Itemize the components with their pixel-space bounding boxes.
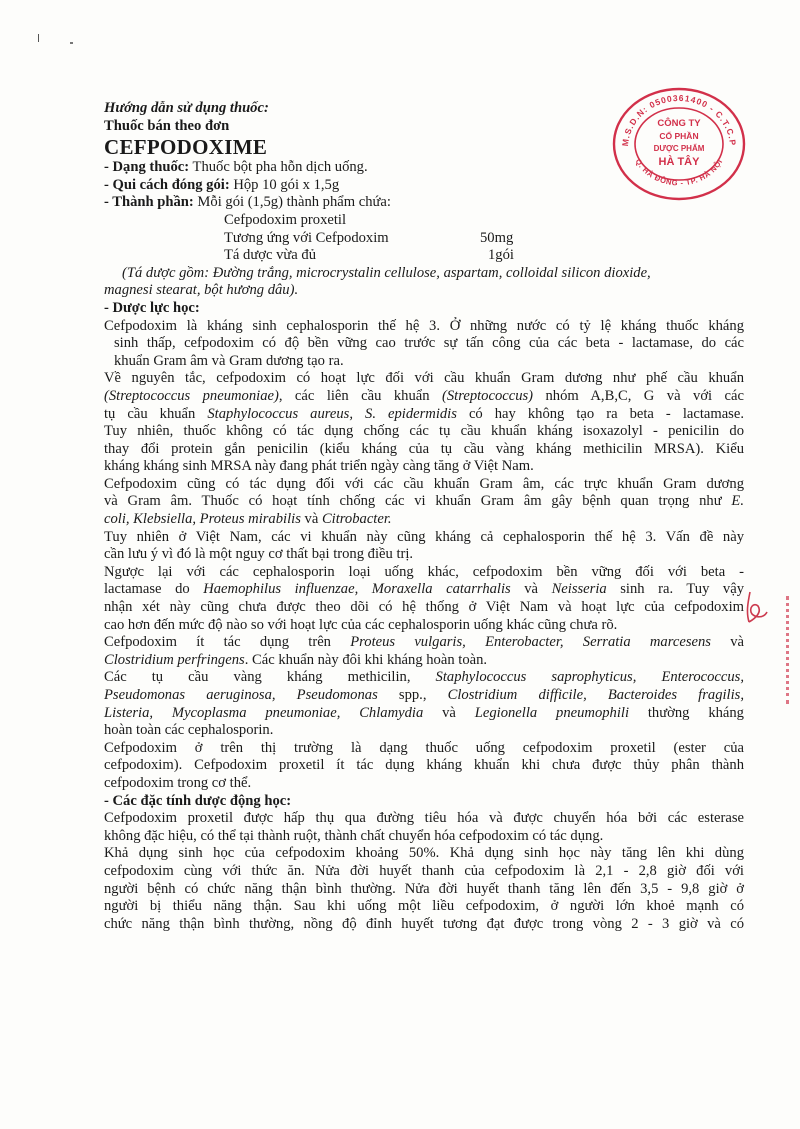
stamp-top-text: M.S.D.N: 0500361400 - C.T.C.P: [619, 92, 739, 147]
packaging-line: [104, 177, 744, 195]
species-name: E.: [731, 493, 744, 510]
species-name: Proteus vulgaris, Enterobacter, Serratia marcesens: [350, 634, 711, 651]
paragraph-line: Cefpodoxim là kháng sinh cephalosporin thế hệ 3. Ở những nước có tỷ lệ kháng thuốc kháng: [104, 317, 744, 334]
paragraph-line: cefpodoxim cùng với thức ăn. Nửa đời huyết thanh của cefpodoxim là 2,1 - 2,8 giờ đối với: [104, 862, 744, 879]
dosage-form-value: Thuốc bột pha hỗn dịch uống.: [189, 159, 368, 176]
composition-item: [104, 212, 744, 230]
heading-usage-guide: Hướng dẫn sử dụng thuốc:: [104, 100, 269, 116]
text-run: . Các khuẩn này đôi khi kháng hoàn toàn.: [244, 651, 488, 668]
scan-mark: [38, 34, 39, 42]
species-name: Citrobacter.: [321, 511, 392, 528]
paragraph-line: cần lưu ý vì đó là một nguy cơ thất bại trong điều trị.: [104, 546, 414, 563]
paragraph-line: hoàn toàn các cephalosporin.: [104, 722, 274, 739]
species-name: Clostridium difficile, Bacteroides fragilis,: [447, 687, 744, 703]
paragraph-line: chức năng thận bình thường, nồng độ đỉnh huyết tương đạt được trong vòng 2 - 3 giờ và có: [104, 915, 744, 932]
paragraph-line: [104, 652, 744, 670]
dosage-form-line: [104, 159, 744, 177]
handwritten-initial-mark: [740, 588, 770, 628]
excipients-line: magnesi stearat, bột hương dâu).: [104, 282, 299, 299]
paragraph-line: [104, 669, 744, 687]
species-name: Pseudomonas aeruginosa, Pseudomonas: [104, 687, 378, 703]
text-run: spp.,: [377, 687, 448, 703]
paragraph-line: [104, 687, 744, 705]
excipients-line: (Tá dược gồm: Đường trắng, microcrystalin cellulose, aspartam, colloidal silicon dioxide,: [122, 264, 651, 281]
paragraph-line: người bị thiểu năng thận. Sau khi uống một liều cefpodoxim, ở người lớn khoẻ mạnh có: [104, 898, 744, 915]
species-name: Haemophilus influenzae, Moraxella catarrhalis: [203, 581, 511, 598]
composition-value: Mỗi gói (1,5g) thành phẩm chứa:: [193, 194, 391, 211]
paragraph-line: Cefpodoxim cũng có tác dụng đối với các cầu khuẩn Gram âm, các trực khuẩn Gram dương: [104, 475, 744, 492]
paragraph-line: [104, 634, 744, 652]
drug-title: CEFPODOXIME: [104, 135, 268, 160]
paragraph-line: Về nguyên tắc, cefpodoxim có hoạt lực đối với cầu khuẩn Gram dương như phế cầu khuẩn: [104, 370, 744, 387]
species-name: Listeria, Mycoplasma pneumoniae, Chlamydia: [104, 704, 424, 721]
stamp-line2: CỔ PHẦN: [659, 131, 699, 141]
packaging-value: Hộp 10 gói x 1,5g: [229, 176, 340, 193]
text-run: và: [710, 634, 744, 651]
paragraph-line: cefpodoxim trong cơ thể.: [104, 774, 252, 791]
paragraph-line: khuẩn Gram âm và Gram dương tạo ra.: [114, 352, 344, 369]
dosage-form-label: - Dạng thuốc:: [104, 159, 190, 176]
paragraph-line: nhận xét này cũng chưa được theo dõi có hệ thống ở Việt Nam và hoạt lực của cefpodoxim: [104, 599, 744, 616]
text-run: lactamase do: [104, 581, 204, 598]
species-name: coli, Klebsiella, Proteus mirabilis: [104, 511, 301, 528]
paragraph-line: [104, 705, 744, 723]
paragraph-line: không đặc hiệu, có thể tại thành ruột, thành chất chuyển hóa cefpodoxim có tác dụng.: [104, 827, 604, 844]
paragraph-line: người bệnh có chức năng thận bình thường. Nửa đời huyết thanh tăng lên đến 3,5 - 9,8 giờ ở: [104, 880, 744, 897]
text-run: và Gram âm. Thuốc có hoạt tính chống các vi khuẩn Gram âm gây bệnh quan trọng như: [104, 493, 732, 510]
document-body: [104, 100, 744, 933]
scan-mark: [70, 42, 73, 44]
species-name: Staphylococcus saprophyticus, Enterococcus,: [435, 669, 744, 686]
text-run: và: [510, 581, 552, 598]
species-name: Neisseria: [551, 581, 607, 598]
paragraph-line: Tuy nhiên, thuốc không có tác dụng chống các tụ cầu khuẩn kháng isoxazolyl - penicilin do: [104, 423, 744, 440]
composition-line: [104, 194, 744, 212]
paragraph-line: cefpodoxim). Cefpodoxim proxetil ít tác dụng kháng khuẩn khi chưa được thủy phân thành: [104, 757, 744, 774]
composition-item-name: Cefpodoxim proxetil: [224, 211, 347, 228]
species-name: Clostridium perfringens: [104, 651, 245, 668]
section-heading-pharmacodynamics: - Dược lực học:: [104, 299, 200, 316]
paragraph-line: [104, 493, 744, 511]
stamp-line4: HÀ TÂY: [658, 156, 700, 168]
species-name: (Streptococcus pneumoniae): [104, 387, 279, 404]
paragraph-line: Ngược lại với các cephalosporin loại uống khác, cefpodoxim bền vững đối với beta -: [104, 563, 744, 580]
composition-item-name: Tương ứng với Cefpodoxim: [224, 229, 389, 246]
paragraph-line: cao hơn đến mức độ nào so với hoạt lực của các cephalosporin uống khác cũng chưa rõ.: [104, 616, 618, 633]
species-name: Staphylococcus aureus, S. epidermidis: [207, 405, 457, 422]
paragraph-line: [104, 406, 744, 424]
species-name: Legionella pneumophili: [474, 704, 630, 721]
paragraph-line: [104, 388, 744, 406]
stamp-line3: DƯỢC PHẨM: [653, 144, 705, 153]
text-run: và: [300, 511, 322, 528]
section-heading-pharmacokinetics: - Các đặc tính dược động học:: [104, 792, 292, 809]
paragraph-line: Cefpodoxim ở trên thị trường là dạng thuốc uống cefpodoxim proxetil (ester của: [104, 739, 744, 756]
text-run: Cefpodoxim ít tác dụng trên: [104, 634, 351, 651]
text-run: tụ cầu khuẩn: [104, 405, 208, 422]
paragraph-line: Cefpodoxim proxetil được hấp thụ qua đường tiêu hóa và được chuyển hóa bởi các esterase: [104, 810, 744, 827]
species-name: (Streptococcus): [442, 387, 534, 404]
text-run: sinh ra. Tuy vậy: [606, 581, 744, 598]
paragraph-line: Khả dụng sinh học của cefpodoxim khoảng 50%. Khả dụng sinh học này tăng lên khi dùng: [104, 845, 744, 862]
text-run: thường kháng: [629, 704, 744, 721]
composition-item-name: Tá dược vừa đủ: [224, 247, 317, 264]
text-run: nhóm A,B,C, G và với các: [533, 387, 744, 404]
text-run: , các liên cầu khuẩn: [278, 387, 442, 404]
paragraph-line: kháng kháng sinh MRSA này đang phát triển ngày càng tăng ở Việt Nam.: [104, 458, 534, 475]
text-run: có hay không tạo ra beta - lactamase.: [456, 405, 744, 422]
paragraph-line: sinh thấp, cefpodoxim có độ bền vững cao trước sự tấn công của các beta - lactamase, do các: [114, 335, 744, 352]
paragraph-line: Tuy nhiên ở Việt Nam, các vi khuẩn này cũng kháng cả cephalosporin thế hệ 3. Vấn đề này: [104, 528, 744, 545]
paragraph-line: [104, 511, 744, 529]
text-run: và: [423, 704, 475, 721]
stamp-bottom-text: Q. HÀ ĐÔNG - TP. HÀ NỘI: [633, 157, 725, 188]
text-run: Các tụ cầu vàng kháng methicilin,: [104, 669, 436, 686]
composition-item: [104, 230, 744, 248]
composition-item: [104, 247, 744, 265]
composition-item-qty: 50mg: [480, 229, 514, 246]
heading-prescription: Thuốc bán theo đơn: [104, 117, 230, 134]
composition-label: - Thành phần:: [104, 194, 194, 211]
stamp-line1: CÔNG TY: [657, 118, 701, 129]
paragraph-line: [104, 581, 744, 599]
composition-item-qty: 1gói: [488, 247, 514, 264]
edge-red-mark: [786, 596, 800, 704]
packaging-label: - Qui cách đóng gói:: [104, 176, 230, 193]
paragraph-line: thay đổi protein gắn penicilin (kiểu kháng của tụ cầu vàng kháng methicilin MRSA). Kiểu: [104, 440, 744, 457]
